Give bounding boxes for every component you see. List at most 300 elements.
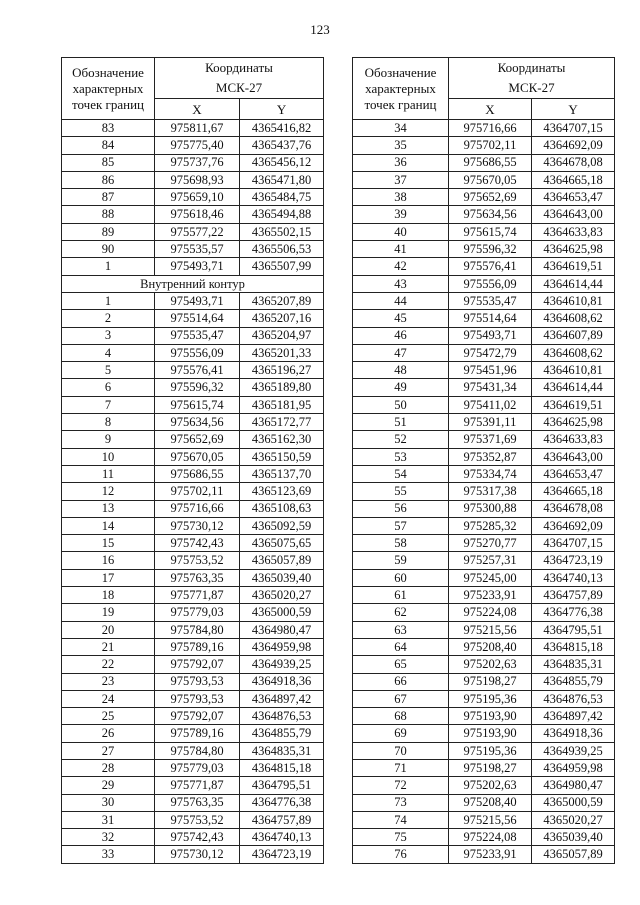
table-row [62, 846, 324, 863]
point-number: 9 [62, 431, 155, 448]
point-number: 23 [62, 673, 155, 690]
table-row [62, 206, 324, 223]
x-value: 975793,53 [155, 690, 240, 707]
y-value: 4365123,69 [240, 483, 324, 500]
y-value: 4364678,08 [532, 500, 615, 517]
x-value: 975789,16 [155, 638, 240, 655]
point-number: 58 [353, 535, 449, 552]
y-header: Y [532, 99, 615, 120]
y-value: 4364939,25 [532, 742, 615, 759]
table-row [62, 604, 324, 621]
table-row [62, 431, 324, 448]
x-value: 975652,69 [449, 189, 532, 206]
y-value: 4364608,62 [532, 310, 615, 327]
y-value: 4364707,15 [532, 120, 615, 137]
y-value: 4365196,27 [240, 362, 324, 379]
table-row [62, 137, 324, 154]
x-value: 975371,69 [449, 431, 532, 448]
inner-contour-row [62, 275, 324, 292]
x-value: 975535,47 [449, 292, 532, 309]
x-value: 975391,11 [449, 414, 532, 431]
x-value: 975576,41 [449, 258, 532, 275]
table-row [353, 171, 615, 188]
point-number: 2 [62, 310, 155, 327]
y-value: 4364876,53 [240, 708, 324, 725]
x-value: 975737,76 [155, 154, 240, 171]
table-row [62, 327, 324, 344]
y-value: 4364614,44 [532, 379, 615, 396]
x-value: 975615,74 [155, 396, 240, 413]
point-number: 42 [353, 258, 449, 275]
point-number: 74 [353, 811, 449, 828]
y-value: 4364633,83 [532, 223, 615, 240]
point-number: 72 [353, 777, 449, 794]
table-row [353, 500, 615, 517]
point-number: 52 [353, 431, 449, 448]
point-number: 70 [353, 742, 449, 759]
point-number: 83 [62, 120, 155, 137]
left-table-body [62, 120, 324, 864]
y-value: 4364835,31 [240, 742, 324, 759]
table-row [353, 811, 615, 828]
table-row [62, 794, 324, 811]
table-row [62, 154, 324, 171]
table-row [353, 223, 615, 240]
x-value: 975771,87 [155, 777, 240, 794]
table-row [62, 310, 324, 327]
x-value: 975634,56 [155, 414, 240, 431]
point-number: 75 [353, 829, 449, 846]
y-value: 4364633,83 [532, 431, 615, 448]
y-value: 4365057,89 [240, 552, 324, 569]
point-number: 69 [353, 725, 449, 742]
y-value: 4364625,98 [532, 241, 615, 258]
table-row [62, 362, 324, 379]
y-value: 4365181,95 [240, 396, 324, 413]
x-value: 975195,36 [449, 742, 532, 759]
point-number: 8 [62, 414, 155, 431]
y-value: 4364897,42 [240, 690, 324, 707]
y-value: 4364740,13 [240, 829, 324, 846]
table-row [353, 587, 615, 604]
y-value: 4365456,12 [240, 154, 324, 171]
point-number: 57 [353, 517, 449, 534]
y-value: 4365471,80 [240, 171, 324, 188]
y-value: 4364665,18 [532, 483, 615, 500]
y-value: 4365108,63 [240, 500, 324, 517]
point-number: 46 [353, 327, 449, 344]
coordinate-system: МСК-27 [215, 80, 263, 95]
y-value: 4364980,47 [532, 777, 615, 794]
point-number: 45 [353, 310, 449, 327]
x-value: 975193,90 [449, 725, 532, 742]
table-row [353, 725, 615, 742]
point-number: 38 [353, 189, 449, 206]
y-value: 4364692,09 [532, 137, 615, 154]
table-row [62, 811, 324, 828]
table-row [62, 656, 324, 673]
table-row [62, 517, 324, 534]
point-number: 22 [62, 656, 155, 673]
point-number: 53 [353, 448, 449, 465]
x-value: 975615,74 [449, 223, 532, 240]
y-value: 4365020,27 [532, 811, 615, 828]
point-number: 47 [353, 344, 449, 361]
table-row [62, 189, 324, 206]
x-value: 975811,67 [155, 120, 240, 137]
point-number: 20 [62, 621, 155, 638]
table-row [353, 258, 615, 275]
table-row [353, 552, 615, 569]
table-row [353, 414, 615, 431]
coordinates-header [155, 58, 324, 99]
x-value: 975270,77 [449, 535, 532, 552]
table-row [62, 829, 324, 846]
point-number: 18 [62, 587, 155, 604]
table-row [62, 223, 324, 240]
point-number: 4 [62, 344, 155, 361]
point-number: 10 [62, 448, 155, 465]
y-value: 4365484,75 [240, 189, 324, 206]
y-value: 4365150,59 [240, 448, 324, 465]
point-number: 73 [353, 794, 449, 811]
x-value: 975779,03 [155, 759, 240, 776]
point-number: 35 [353, 137, 449, 154]
point-number: 13 [62, 500, 155, 517]
y-value: 4364980,47 [240, 621, 324, 638]
x-value: 975596,32 [449, 241, 532, 258]
y-value: 4364707,15 [532, 535, 615, 552]
y-value: 4364757,89 [240, 811, 324, 828]
y-value: 4364776,38 [240, 794, 324, 811]
x-value: 975784,80 [155, 742, 240, 759]
table-row [62, 258, 324, 275]
point-number: 87 [62, 189, 155, 206]
x-value: 975285,32 [449, 517, 532, 534]
point-number: 68 [353, 708, 449, 725]
y-value: 4365039,40 [240, 569, 324, 586]
point-number: 44 [353, 292, 449, 309]
y-value: 4364815,18 [532, 638, 615, 655]
table-row [353, 569, 615, 586]
point-number: 61 [353, 587, 449, 604]
point-number: 66 [353, 673, 449, 690]
table-row [353, 829, 615, 846]
x-value: 975698,93 [155, 171, 240, 188]
point-number: 50 [353, 396, 449, 413]
x-value: 975634,56 [449, 206, 532, 223]
x-value: 975716,66 [449, 120, 532, 137]
y-value: 4364776,38 [532, 604, 615, 621]
table-row [353, 846, 615, 863]
x-value: 975224,08 [449, 604, 532, 621]
x-value: 975775,40 [155, 137, 240, 154]
point-number: 54 [353, 465, 449, 482]
point-number: 15 [62, 535, 155, 552]
x-value: 975702,11 [449, 137, 532, 154]
y-value: 4365416,82 [240, 120, 324, 137]
table-row [353, 292, 615, 309]
table-row [62, 587, 324, 604]
coordinates-header [449, 58, 615, 99]
table-row [353, 310, 615, 327]
y-value: 4365172,77 [240, 414, 324, 431]
point-number: 76 [353, 846, 449, 863]
point-number: 29 [62, 777, 155, 794]
y-value: 4365000,59 [240, 604, 324, 621]
y-value: 4364815,18 [240, 759, 324, 776]
table-row [62, 292, 324, 309]
table-row [353, 241, 615, 258]
x-value: 975670,05 [449, 171, 532, 188]
x-value: 975753,52 [155, 811, 240, 828]
point-number: 59 [353, 552, 449, 569]
y-value: 4364614,44 [532, 275, 615, 292]
point-number: 89 [62, 223, 155, 240]
point-number: 12 [62, 483, 155, 500]
x-value: 975451,96 [449, 362, 532, 379]
x-value: 975493,71 [449, 327, 532, 344]
y-value: 4364608,62 [532, 344, 615, 361]
point-number: 90 [62, 241, 155, 258]
designation-header: Обозначение характерных точек границ [62, 58, 155, 120]
table-row [353, 448, 615, 465]
table-row [353, 690, 615, 707]
table-row [353, 794, 615, 811]
x-value: 975215,56 [449, 621, 532, 638]
point-number: 43 [353, 275, 449, 292]
designation-header: Обозначение характерных точек границ [353, 58, 449, 120]
y-value: 4364897,42 [532, 708, 615, 725]
x-value: 975702,11 [155, 483, 240, 500]
y-value: 4364723,19 [532, 552, 615, 569]
y-value: 4364643,00 [532, 206, 615, 223]
table-row [62, 552, 324, 569]
point-number: 19 [62, 604, 155, 621]
y-header: Y [240, 99, 324, 120]
x-value: 975556,09 [449, 275, 532, 292]
page-number: 123 [310, 22, 330, 37]
y-value: 4364959,98 [240, 638, 324, 655]
point-number: 41 [353, 241, 449, 258]
x-value: 975215,56 [449, 811, 532, 828]
x-value: 975535,57 [155, 241, 240, 258]
table-row [353, 431, 615, 448]
x-value: 975576,41 [155, 362, 240, 379]
y-value: 4364939,25 [240, 656, 324, 673]
y-value: 4365201,33 [240, 344, 324, 361]
table-row [353, 154, 615, 171]
table-row [62, 638, 324, 655]
x-value: 975202,63 [449, 656, 532, 673]
point-number: 31 [62, 811, 155, 828]
y-value: 4365507,99 [240, 258, 324, 275]
x-value: 975245,00 [449, 569, 532, 586]
x-value: 975193,90 [449, 708, 532, 725]
point-number: 85 [62, 154, 155, 171]
x-value: 975763,35 [155, 794, 240, 811]
x-value: 975792,07 [155, 656, 240, 673]
point-number: 60 [353, 569, 449, 586]
y-value: 4365092,59 [240, 517, 324, 534]
point-number: 26 [62, 725, 155, 742]
y-value: 4364619,51 [532, 258, 615, 275]
y-value: 4365506,53 [240, 241, 324, 258]
table-row [353, 120, 615, 137]
x-value: 975771,87 [155, 587, 240, 604]
y-value: 4364643,00 [532, 448, 615, 465]
table-row [353, 759, 615, 776]
x-value: 975431,34 [449, 379, 532, 396]
x-value: 975493,71 [155, 258, 240, 275]
point-number: 49 [353, 379, 449, 396]
x-value: 975300,88 [449, 500, 532, 517]
table-row [62, 414, 324, 431]
y-value: 4365075,65 [240, 535, 324, 552]
table-row [62, 448, 324, 465]
table-row [353, 206, 615, 223]
y-value: 4365494,88 [240, 206, 324, 223]
y-value: 4365000,59 [532, 794, 615, 811]
table-row [62, 673, 324, 690]
x-value: 975233,91 [449, 587, 532, 604]
point-number: 88 [62, 206, 155, 223]
table-row [353, 708, 615, 725]
point-number: 14 [62, 517, 155, 534]
x-value: 975686,55 [449, 154, 532, 171]
point-number: 67 [353, 690, 449, 707]
inner-contour-label: Внутренний контур [62, 275, 324, 292]
x-value: 975556,09 [155, 344, 240, 361]
table-row [353, 344, 615, 361]
x-value: 975789,16 [155, 725, 240, 742]
y-value: 4364835,31 [532, 656, 615, 673]
table-row [353, 379, 615, 396]
y-value: 4365204,97 [240, 327, 324, 344]
x-value: 975686,55 [155, 465, 240, 482]
x-value: 975202,63 [449, 777, 532, 794]
y-value: 4365137,70 [240, 465, 324, 482]
x-value: 975472,79 [449, 344, 532, 361]
x-value: 975784,80 [155, 621, 240, 638]
y-value: 4364757,89 [532, 587, 615, 604]
x-value: 975257,31 [449, 552, 532, 569]
x-value: 975742,43 [155, 535, 240, 552]
point-number: 84 [62, 137, 155, 154]
point-number: 56 [353, 500, 449, 517]
point-number: 1 [62, 292, 155, 309]
y-value: 4364653,47 [532, 465, 615, 482]
point-number: 21 [62, 638, 155, 655]
table-row [62, 759, 324, 776]
x-value: 975596,32 [155, 379, 240, 396]
point-number: 6 [62, 379, 155, 396]
table-row [62, 742, 324, 759]
table-row [353, 638, 615, 655]
y-value: 4365502,15 [240, 223, 324, 240]
table-row [62, 708, 324, 725]
table-row [62, 344, 324, 361]
table-row [353, 604, 615, 621]
point-number: 55 [353, 483, 449, 500]
y-value: 4364723,19 [240, 846, 324, 863]
table-row [62, 535, 324, 552]
point-number: 5 [62, 362, 155, 379]
table-row [353, 189, 615, 206]
x-value: 975535,47 [155, 327, 240, 344]
x-value: 975317,38 [449, 483, 532, 500]
y-value: 4364692,09 [532, 517, 615, 534]
point-number: 11 [62, 465, 155, 482]
y-value: 4364678,08 [532, 154, 615, 171]
coordinates-table-left [61, 57, 324, 864]
y-value: 4365162,30 [240, 431, 324, 448]
table-row [62, 379, 324, 396]
table-row [353, 673, 615, 690]
x-value: 975577,22 [155, 223, 240, 240]
point-number: 51 [353, 414, 449, 431]
point-number: 37 [353, 171, 449, 188]
right-table-body [353, 120, 615, 864]
y-value: 4364610,81 [532, 292, 615, 309]
point-number: 62 [353, 604, 449, 621]
x-value: 975618,46 [155, 206, 240, 223]
y-value: 4364918,36 [532, 725, 615, 742]
table-row [353, 483, 615, 500]
coordinates-table-right [352, 57, 615, 864]
table-row [353, 137, 615, 154]
point-number: 34 [353, 120, 449, 137]
y-value: 4364740,13 [532, 569, 615, 586]
table-row [353, 742, 615, 759]
y-value: 4365020,27 [240, 587, 324, 604]
x-value: 975224,08 [449, 829, 532, 846]
table-row [353, 275, 615, 292]
table-row [353, 517, 615, 534]
table-row [62, 725, 324, 742]
x-value: 975793,53 [155, 673, 240, 690]
coordinates-title: Координаты [497, 60, 566, 75]
table-row [62, 500, 324, 517]
x-value: 975659,10 [155, 189, 240, 206]
x-value: 975493,71 [155, 292, 240, 309]
y-value: 4364795,51 [240, 777, 324, 794]
table-row [62, 396, 324, 413]
table-row [62, 241, 324, 258]
table-row [62, 465, 324, 482]
table-row [353, 327, 615, 344]
point-number: 48 [353, 362, 449, 379]
y-value: 4364855,79 [532, 673, 615, 690]
table-row [353, 656, 615, 673]
x-value: 975792,07 [155, 708, 240, 725]
x-value: 975779,03 [155, 604, 240, 621]
point-number: 65 [353, 656, 449, 673]
table-row [62, 483, 324, 500]
y-value: 4365207,16 [240, 310, 324, 327]
x-value: 975233,91 [449, 846, 532, 863]
x-value: 975730,12 [155, 846, 240, 863]
x-value: 975334,74 [449, 465, 532, 482]
x-value: 975198,27 [449, 673, 532, 690]
x-value: 975208,40 [449, 794, 532, 811]
point-number: 17 [62, 569, 155, 586]
y-value: 4365057,89 [532, 846, 615, 863]
x-header: X [155, 99, 240, 120]
point-number: 30 [62, 794, 155, 811]
x-header: X [449, 99, 532, 120]
point-number: 7 [62, 396, 155, 413]
